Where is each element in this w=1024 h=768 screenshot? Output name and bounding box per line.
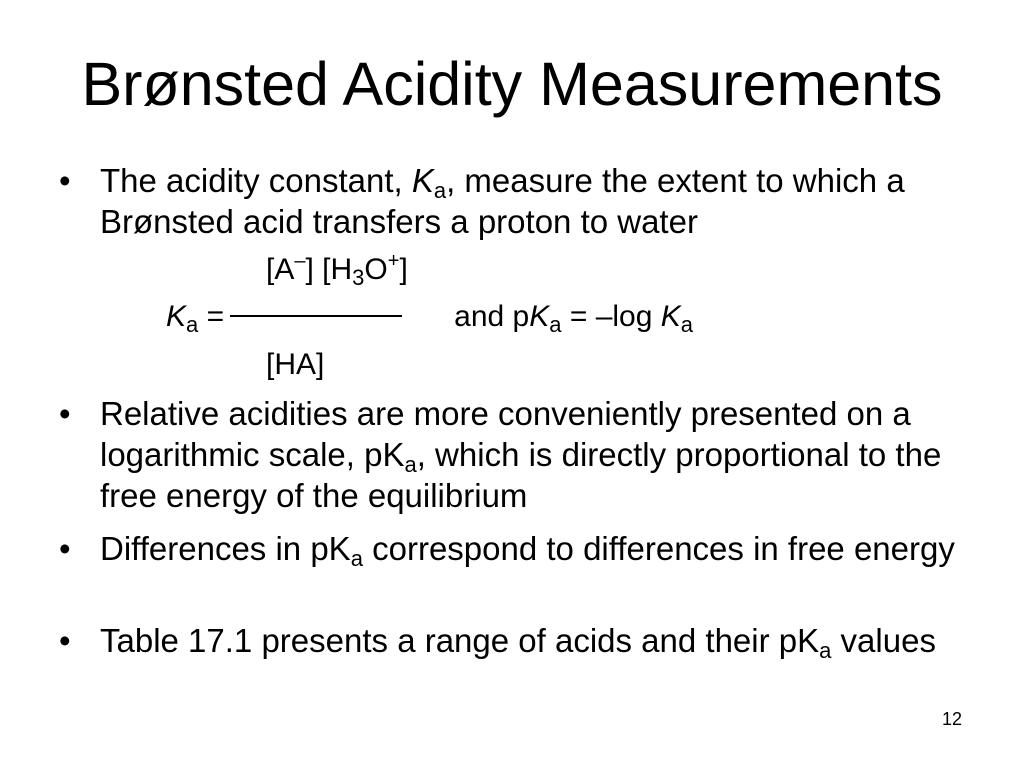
bullet-text: , which is directly proportional to the free energy of the equilibrium	[100, 436, 942, 514]
math-symbol: K	[166, 300, 187, 333]
bullet-text: , measure the extent to which a Brønsted acid transfers a proton to water	[100, 162, 905, 240]
bullet-free-energy	[100, 528, 990, 569]
bullet-text: correspond to differences in free energy	[362, 530, 955, 567]
equals-sign: =	[206, 300, 225, 333]
subscript: 3	[352, 265, 365, 290]
slide-title: Brønsted Acidity Measurements	[81, 50, 943, 118]
bullet-text: Table 17.1 presents a range of acids and their pK	[100, 622, 820, 659]
equals-sign: =	[569, 300, 588, 333]
math-symbol: K	[660, 300, 681, 333]
bullet-logarithmic-scale	[100, 393, 990, 516]
subscript: a	[680, 312, 694, 337]
page-number: 12	[941, 709, 962, 729]
bullet-text: values	[831, 622, 936, 659]
text: [A	[266, 253, 295, 286]
fraction-bar	[230, 315, 402, 317]
subscript: a	[549, 312, 562, 337]
bullet-text: Relative acidities are more conveniently presented on a logarithmic scale, pK	[100, 395, 911, 473]
text: ] [H	[305, 253, 353, 286]
bullet-text: Differences in pK	[100, 530, 351, 567]
equation-denominator: [HA]	[266, 348, 325, 381]
text: ]	[399, 253, 408, 286]
math-symbol: K	[529, 300, 550, 333]
text: –log	[595, 300, 661, 333]
subscript: a	[186, 312, 199, 337]
text: and p	[454, 300, 530, 333]
subscript: a	[433, 178, 447, 203]
superscript: –	[294, 250, 306, 272]
superscript: +	[387, 250, 400, 272]
subscript: a	[819, 638, 832, 663]
math-symbol: K	[411, 162, 434, 199]
bullet-acidity-constant	[100, 160, 990, 242]
bullet-text: The acidity constant,	[100, 162, 412, 199]
subscript: a	[350, 546, 363, 571]
equation-numerator	[266, 250, 408, 290]
text: O	[364, 253, 388, 286]
equation-row	[166, 297, 693, 337]
bullet-table-reference	[100, 620, 990, 661]
subscript: a	[404, 452, 417, 477]
